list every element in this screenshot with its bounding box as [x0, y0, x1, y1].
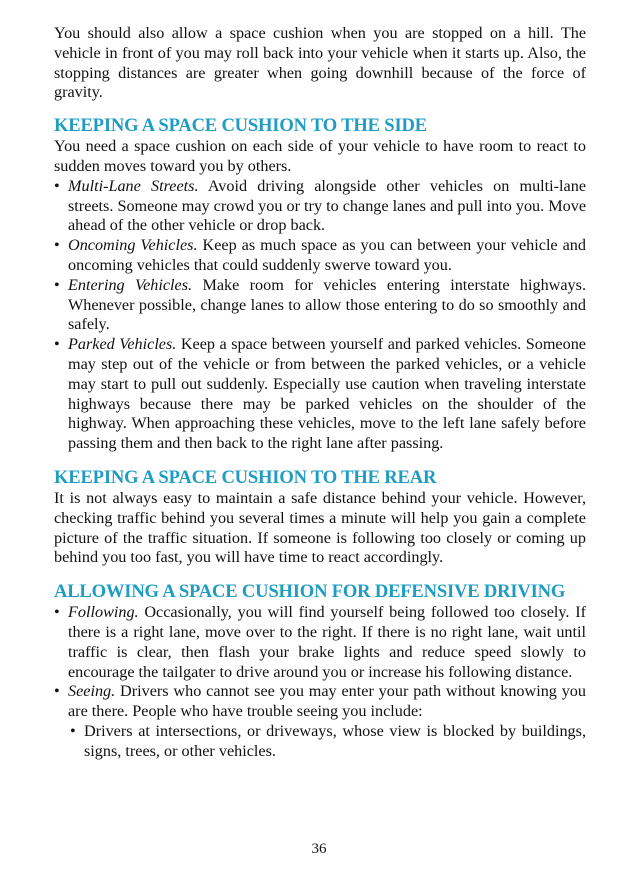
term-entering: Entering Vehicles.: [68, 275, 193, 294]
term-following: Following.: [68, 603, 139, 622]
intro-paragraph: You should also allow a space cushion when you are stopped on a hill. The vehicle in front of you may roll back into your vehicle when it starts up. Also, the stopping distances are greater when going downhill because of the force of gravity.: [54, 24, 586, 102]
list-item-multi-lane: [54, 177, 586, 236]
text-seeing: Drivers who cannot see you may enter your path without knowing you are there. People who have trouble seeing you include:: [68, 682, 586, 721]
list-item-seeing: [54, 682, 586, 722]
page-number: 36: [311, 841, 327, 857]
list-item-entering: [54, 276, 586, 335]
text-parked: Keep a space between yourself and parked vehicles. Someone may step out of the vehicle or from between the parked vehicles, or a vehicle may start to pull out suddenly. Especially use caution when traveling interstate highways because there may be parked vehicles on the shoulder of the highway. When approaching these vehicles, move to the left lane safely before passing them and then back to the right lane after passing.: [68, 335, 586, 453]
list-item-parked: [54, 335, 586, 454]
term-oncoming: Oncoming Vehicles.: [68, 236, 198, 255]
side-cushion-list: [54, 177, 586, 454]
term-multi-lane: Multi-Lane Streets.: [68, 176, 199, 195]
text-multi-lane: Avoid driving alongside other vehicles on multi-lane streets. Someone may crowd you or try to change lanes and pull into you. Move ahead of the other vehicle or drop back.: [68, 176, 587, 235]
text-oncoming: Keep as much space as you can between your vehicle and oncoming vehicles that could suddenly swerve toward you.: [68, 236, 586, 274]
seeing-sub-list: [54, 722, 586, 762]
text-following: Occasionally, you will find yourself being followed too closely. If there is a right lane, move over to the right. If there is no right lane, wait until traffic is clear, then flash your brake lights and reduce speed slowly to encourage the tailgater to drive around you or increase his following distance.: [68, 603, 586, 681]
rear-cushion-paragraph: It is not always easy to maintain a safe distance behind your vehicle. However, checking traffic behind you several times a minute will help you gain a complete picture of the traffic situation. If someone is following too closely or coming up behind you too fast, you will have time to react accordingly.: [54, 488, 586, 567]
term-seeing: Seeing.: [68, 682, 116, 701]
document-page: [54, 24, 586, 762]
heading-defensive-driving: ALLOWING A SPACE CUSHION FOR DEFENSIVE DRIVING: [54, 581, 566, 603]
term-parked: Parked Vehicles.: [68, 335, 177, 354]
sub-item-intersections: • Drivers at intersections, or driveways, whose view is blocked by buildings, signs, trees, or other vehicles.: [54, 722, 586, 762]
side-cushion-intro: You need a space cushion on each side of your vehicle to have room to react to sudden moves toward you by others.: [54, 137, 586, 175]
defensive-driving-list: [54, 603, 586, 722]
list-item-following: [54, 603, 586, 682]
text-entering: Make room for vehicles entering interstate highways. Whenever possible, change lanes to allow those entering to do so smoothly and safely.: [68, 275, 586, 334]
heading-side-cushion: KEEPING A SPACE CUSHION TO THE SIDE: [54, 115, 427, 137]
heading-rear-cushion: KEEPING A SPACE CUSHION TO THE REAR: [54, 466, 437, 488]
list-item-oncoming: [54, 236, 586, 276]
